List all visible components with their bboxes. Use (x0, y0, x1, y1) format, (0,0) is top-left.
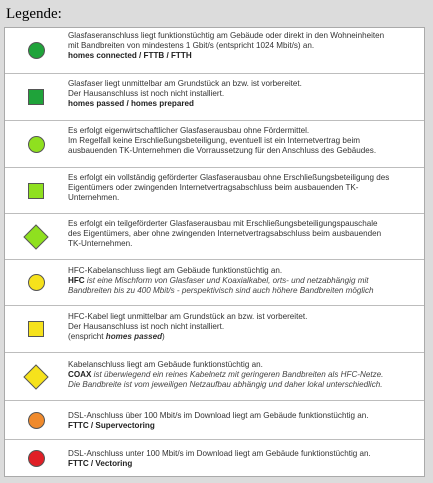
legend-text-line: Der Hausanschluss ist noch nicht installiert. (68, 89, 225, 99)
legend-text-line: ausbauenden TK-Unternehmen die Vorraussetzung für den Anschluss des Gebäudes. (68, 146, 377, 156)
legend-row-hfc (5, 260, 424, 306)
legend-row-vectoring (5, 440, 424, 477)
legend-row-eigenwirtschaftlich (5, 121, 424, 168)
orange-circle-icon (28, 412, 45, 429)
legend-text-line: DSL-Anschluss unter 100 Mbit/s im Download liegt am Gebäude funktionstüchtig an. (68, 449, 371, 458)
legend-text-line: DSL-Anschluss über 100 Mbit/s im Download liegt am Gebäude funktionstüchtig an. (68, 411, 369, 420)
legend-text-line: Im Regelfall keine Erschließungsbeteiligung, eventuell ist ein Internetvertrag beim (68, 136, 360, 146)
legend-bold-label: FTTC / Supervectoring (68, 421, 155, 431)
legend-row-supervectoring (5, 401, 424, 440)
legend-bold-label: homes connected / FTTB / FTTH (68, 51, 192, 61)
legend-text-line: Glasfaser liegt unmittelbar am Grundstück an bzw. ist vorbereitet. (68, 79, 302, 88)
legend-bold-label: FTTC / Vectoring (68, 459, 133, 469)
legend-italic-line: ist überwiegend ein reines Kabelnetz mit geringeren Bandbreiten als HFC-Netze. (91, 370, 384, 380)
yellow-circle-icon (28, 274, 45, 291)
legend-row-fttb-ftth (5, 28, 424, 74)
legend-text-line: Unternehmen. (68, 193, 120, 203)
legend-table (4, 27, 425, 477)
legend-italic-line: ist eine Mischform von Glasfaser und Koaxialkabel, orts- und netzabhängig mit (84, 276, 369, 286)
paren-close: ) (162, 332, 165, 342)
legend-text-line: Eigentümers oder zwingenden Internetvertragsabschluss beim ausbauenden TK- (68, 183, 359, 193)
legend-text-line: TK-Unternehmen. (68, 239, 133, 249)
light-green-diamond-icon (23, 224, 49, 250)
coax-label: COAX (68, 370, 92, 380)
yellow-diamond-icon (23, 364, 49, 390)
legend-text-line: mit Bandbreiten von mindestens 1 Gbit/s (entspricht 1024 Mbit/s) an. (68, 41, 315, 51)
light-green-circle-icon (28, 136, 45, 153)
homes-passed-label: homes passed (105, 332, 163, 342)
legend-title: Legende: (6, 6, 62, 22)
legend-row-hfc-passed (5, 306, 424, 353)
dark-green-circle-icon (28, 42, 45, 59)
legend-row-teilgefoerdert (5, 214, 424, 260)
legend-italic-line: Bandbreiten bis zu 400 Mbit/s - perspektivisch sind auch höhere Bandbreiten möglich (68, 286, 374, 296)
legend-text-line: Glasfaseranschluss liegt funktionstüchtig am Gebäude oder direkt in den Wohneinheiten (68, 31, 385, 40)
yellow-square-icon (28, 321, 44, 337)
legend-italic-line: Die Bandbreite ist vom jeweiligen Netzaufbau abhängig und daher lokal unterschiedlich. (68, 380, 383, 390)
legend-text-line: Es erfolgt eigenwirtschaftlicher Glasfaserausbau ohne Fördermittel. (68, 126, 310, 135)
legend-text-line: HFC-Kabelanschluss liegt am Gebäude funktionstüchtig an. (68, 266, 283, 275)
legend-row-gefoerdert (5, 168, 424, 214)
light-green-square-icon (28, 183, 44, 199)
legend-text-line: HFC-Kabel liegt unmittelbar am Grundstück an bzw. ist vorbereitet. (68, 312, 308, 321)
legend-bold-label: homes passed / homes prepared (68, 99, 194, 109)
dark-green-square-icon (28, 89, 44, 105)
paren-open: (enspricht (68, 332, 106, 342)
legend-text-line: des Eigentümers, aber ohne zwingenden Internetvertragsabschluss beim ausbauenden (68, 229, 382, 239)
red-circle-icon (28, 450, 45, 467)
hfc-label: HFC (68, 276, 85, 286)
legend-text-line: Es erfolgt ein vollständig geförderter Glasfaserausbau ohne Erschließungsbeteiligung des (68, 173, 390, 182)
legend-text-line: Kabelanschluss liegt am Gebäude funktionstüchtig an. (68, 360, 263, 369)
legend-row-homes-passed (5, 74, 424, 121)
legend-text-line: Der Hausanschluss ist noch nicht installiert. (68, 322, 225, 332)
legend-row-coax (5, 353, 424, 401)
legend-text-line: Es erfolgt ein teilgeförderter Glasfaserausbau mit Erschließungsbeteiligungspauschale (68, 219, 378, 228)
